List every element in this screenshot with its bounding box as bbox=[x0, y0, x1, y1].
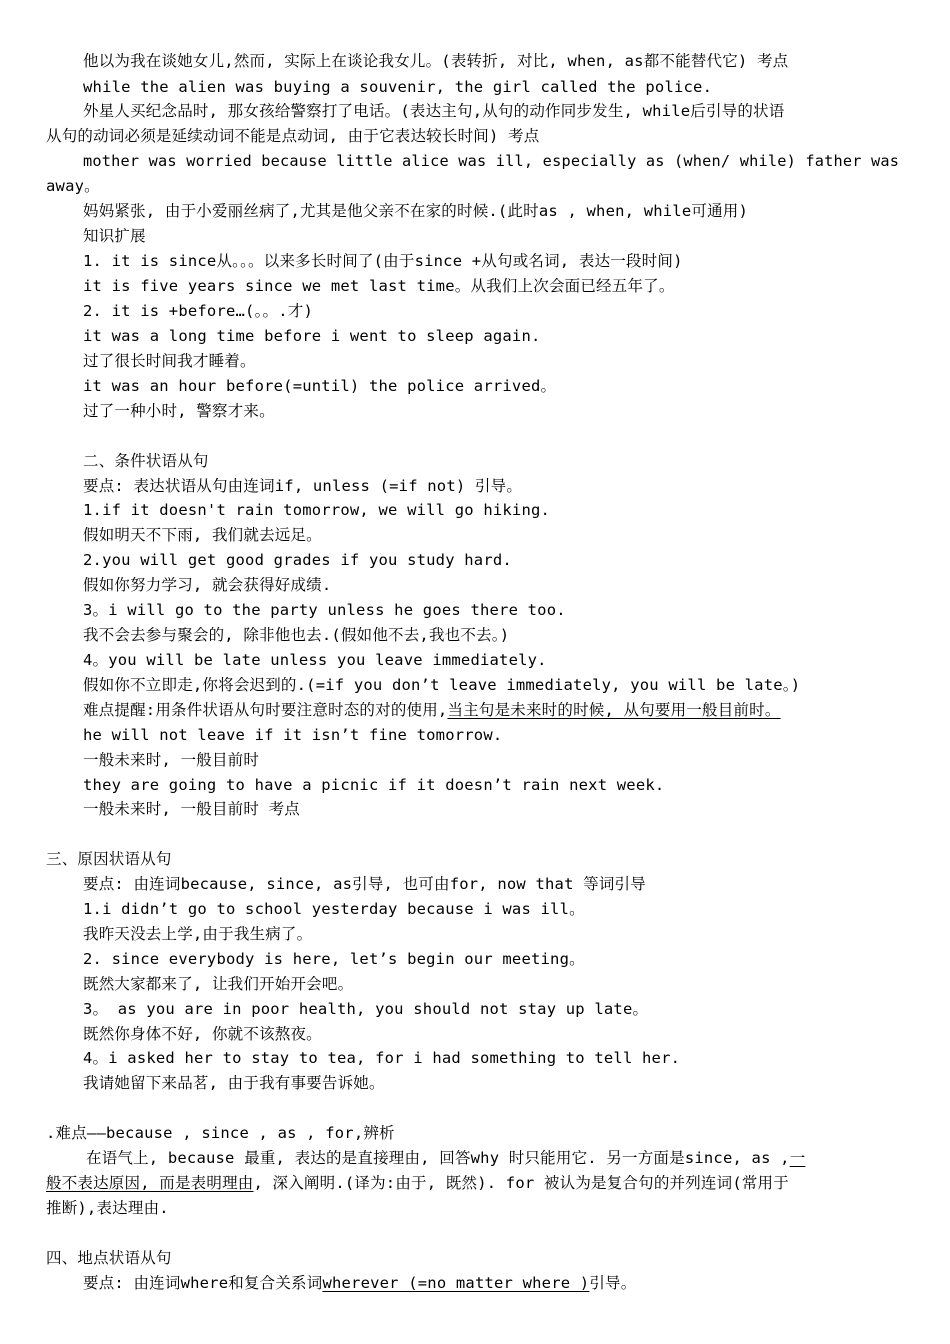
text-line: 要点: 由连词because, since, as引导, 也可由for, now that 等词引导 bbox=[83, 875, 646, 893]
text-line bbox=[83, 700, 781, 720]
text-line: 2. since everybody is here, let’s begin our meeting。 bbox=[83, 950, 585, 968]
text-line: 要点: 表达状语从句由连词if, unless (=if not) 引导。 bbox=[83, 477, 523, 495]
text-line: 4。you will be late unless you leave immediately. bbox=[83, 651, 547, 669]
text-line: mother was worried because little alice was ill, especially as (when/ while) father was bbox=[83, 152, 900, 170]
text-run: 引导。 bbox=[589, 1274, 637, 1292]
underlined-text: wherever (=no matter where ) bbox=[322, 1274, 590, 1292]
text-line: 从句的动词必须是延续动词不能是点动词, 由于它表达较长时间) 考点 bbox=[46, 127, 540, 145]
text-line: 假如你努力学习, 就会获得好成绩. bbox=[83, 576, 332, 594]
text-run: , 深入阐明.(译为:由于, 既然). for 被认为是复合句的并列连词(常用于 bbox=[253, 1174, 789, 1192]
underlined-text: 当主句是未来时的时候, 从句要用一般目前时。 bbox=[447, 701, 781, 719]
text-line: 1.i didn’t go to school yesterday because i was ill。 bbox=[83, 900, 585, 918]
text-line: 过了一种小时, 警察才来。 bbox=[83, 402, 275, 420]
text-line: 外星人买纪念品时, 那女孩给警察打了电话。(表达主句,从句的动作同步发生, while后引导的状语 bbox=[83, 102, 785, 120]
text-line bbox=[86, 1148, 805, 1168]
text-line bbox=[83, 1273, 636, 1293]
text-run: 在语气上, because 最重, 表达的是直接理由, 回答why 时只能用它. 另一方面是since, as , bbox=[86, 1149, 790, 1167]
section-heading: .难点——because , since , as , for,辨析 bbox=[46, 1124, 395, 1142]
section-heading: 二、条件状语从句 bbox=[83, 452, 209, 470]
text-line: 1. it is since从。。。以来多长时间了(由于since +从句或名词, 表达一段时间) bbox=[83, 252, 683, 270]
text-line: away。 bbox=[46, 177, 100, 195]
text-line: 一般未来时, 一般目前时 bbox=[83, 751, 260, 769]
text-line: 他以为我在谈她女儿,然而, 实际上在谈论我女儿。(表转折, 对比, when, as都不能替代它) 考点 bbox=[83, 52, 789, 70]
text-line bbox=[46, 1173, 789, 1193]
text-line: 1.if it doesn't rain tomorrow, we will go hiking. bbox=[83, 501, 551, 519]
text-line: 假如明天不下雨, 我们就去远足。 bbox=[83, 526, 322, 544]
text-line: 4。i asked her to stay to tea, for i had something to tell her. bbox=[83, 1049, 681, 1067]
text-line: 妈妈紧张, 由于小爱丽丝病了,尤其是他父亲不在家的时候.(此时as , when, while可通用) bbox=[83, 202, 749, 220]
text-line: 既然大家都来了, 让我们开始开会吧。 bbox=[83, 975, 354, 993]
section-heading: 三、原因状语从句 bbox=[46, 850, 172, 868]
text-line: they are going to have a picnic if it doesn’t rain next week. bbox=[83, 776, 665, 794]
text-line: 2. it is +before…(。。.才) bbox=[83, 302, 313, 320]
text-line: 过了很长时间我才睡着。 bbox=[83, 352, 256, 370]
text-line: 3。i will go to the party unless he goes there too. bbox=[83, 601, 566, 619]
underlined-text: 一 bbox=[789, 1149, 806, 1167]
text-line: 推断),表达理由. bbox=[46, 1199, 169, 1217]
text-line: 2.you will get good grades if you study hard. bbox=[83, 551, 512, 569]
text-line: 我不会去参与聚会的, 除非他也去.(假如他不去,我也不去。) bbox=[83, 626, 510, 644]
text-run: 要点: 由连词where和复合关系词 bbox=[83, 1274, 323, 1292]
text-line: 3。 as you are in poor health, you should not stay up late。 bbox=[83, 1000, 649, 1018]
text-line: it was a long time before i went to sleep again. bbox=[83, 327, 541, 345]
text-run: 难点提醒:用条件状语从句时要注意时态的对的使用, bbox=[83, 701, 448, 719]
text-line: it was an hour before(=until) the police arrived。 bbox=[83, 377, 557, 395]
text-line: he will not leave if it isn’t fine tomorrow. bbox=[83, 726, 503, 744]
text-line: 我昨天没去上学,由于我生病了。 bbox=[83, 925, 313, 943]
section-label: 知识扩展 bbox=[83, 227, 146, 245]
section-heading: 四、地点状语从句 bbox=[46, 1249, 172, 1267]
text-line: 一般未来时, 一般目前时 考点 bbox=[83, 800, 300, 818]
text-line: it is five years since we met last time。从我们上次会面已经五年了。 bbox=[83, 277, 675, 295]
underlined-text: 般不表达原因, 而是表明理由 bbox=[46, 1174, 254, 1192]
text-line: 假如你不立即走,你将会迟到的.(=if you don’t leave immediately, you will be late。) bbox=[83, 676, 801, 694]
text-line: 既然你身体不好, 你就不该熬夜。 bbox=[83, 1025, 322, 1043]
text-line: while the alien was buying a souvenir, the girl called the police. bbox=[83, 78, 713, 96]
text-line: 我请她留下来品茗, 由于我有事要告诉她。 bbox=[83, 1074, 385, 1092]
